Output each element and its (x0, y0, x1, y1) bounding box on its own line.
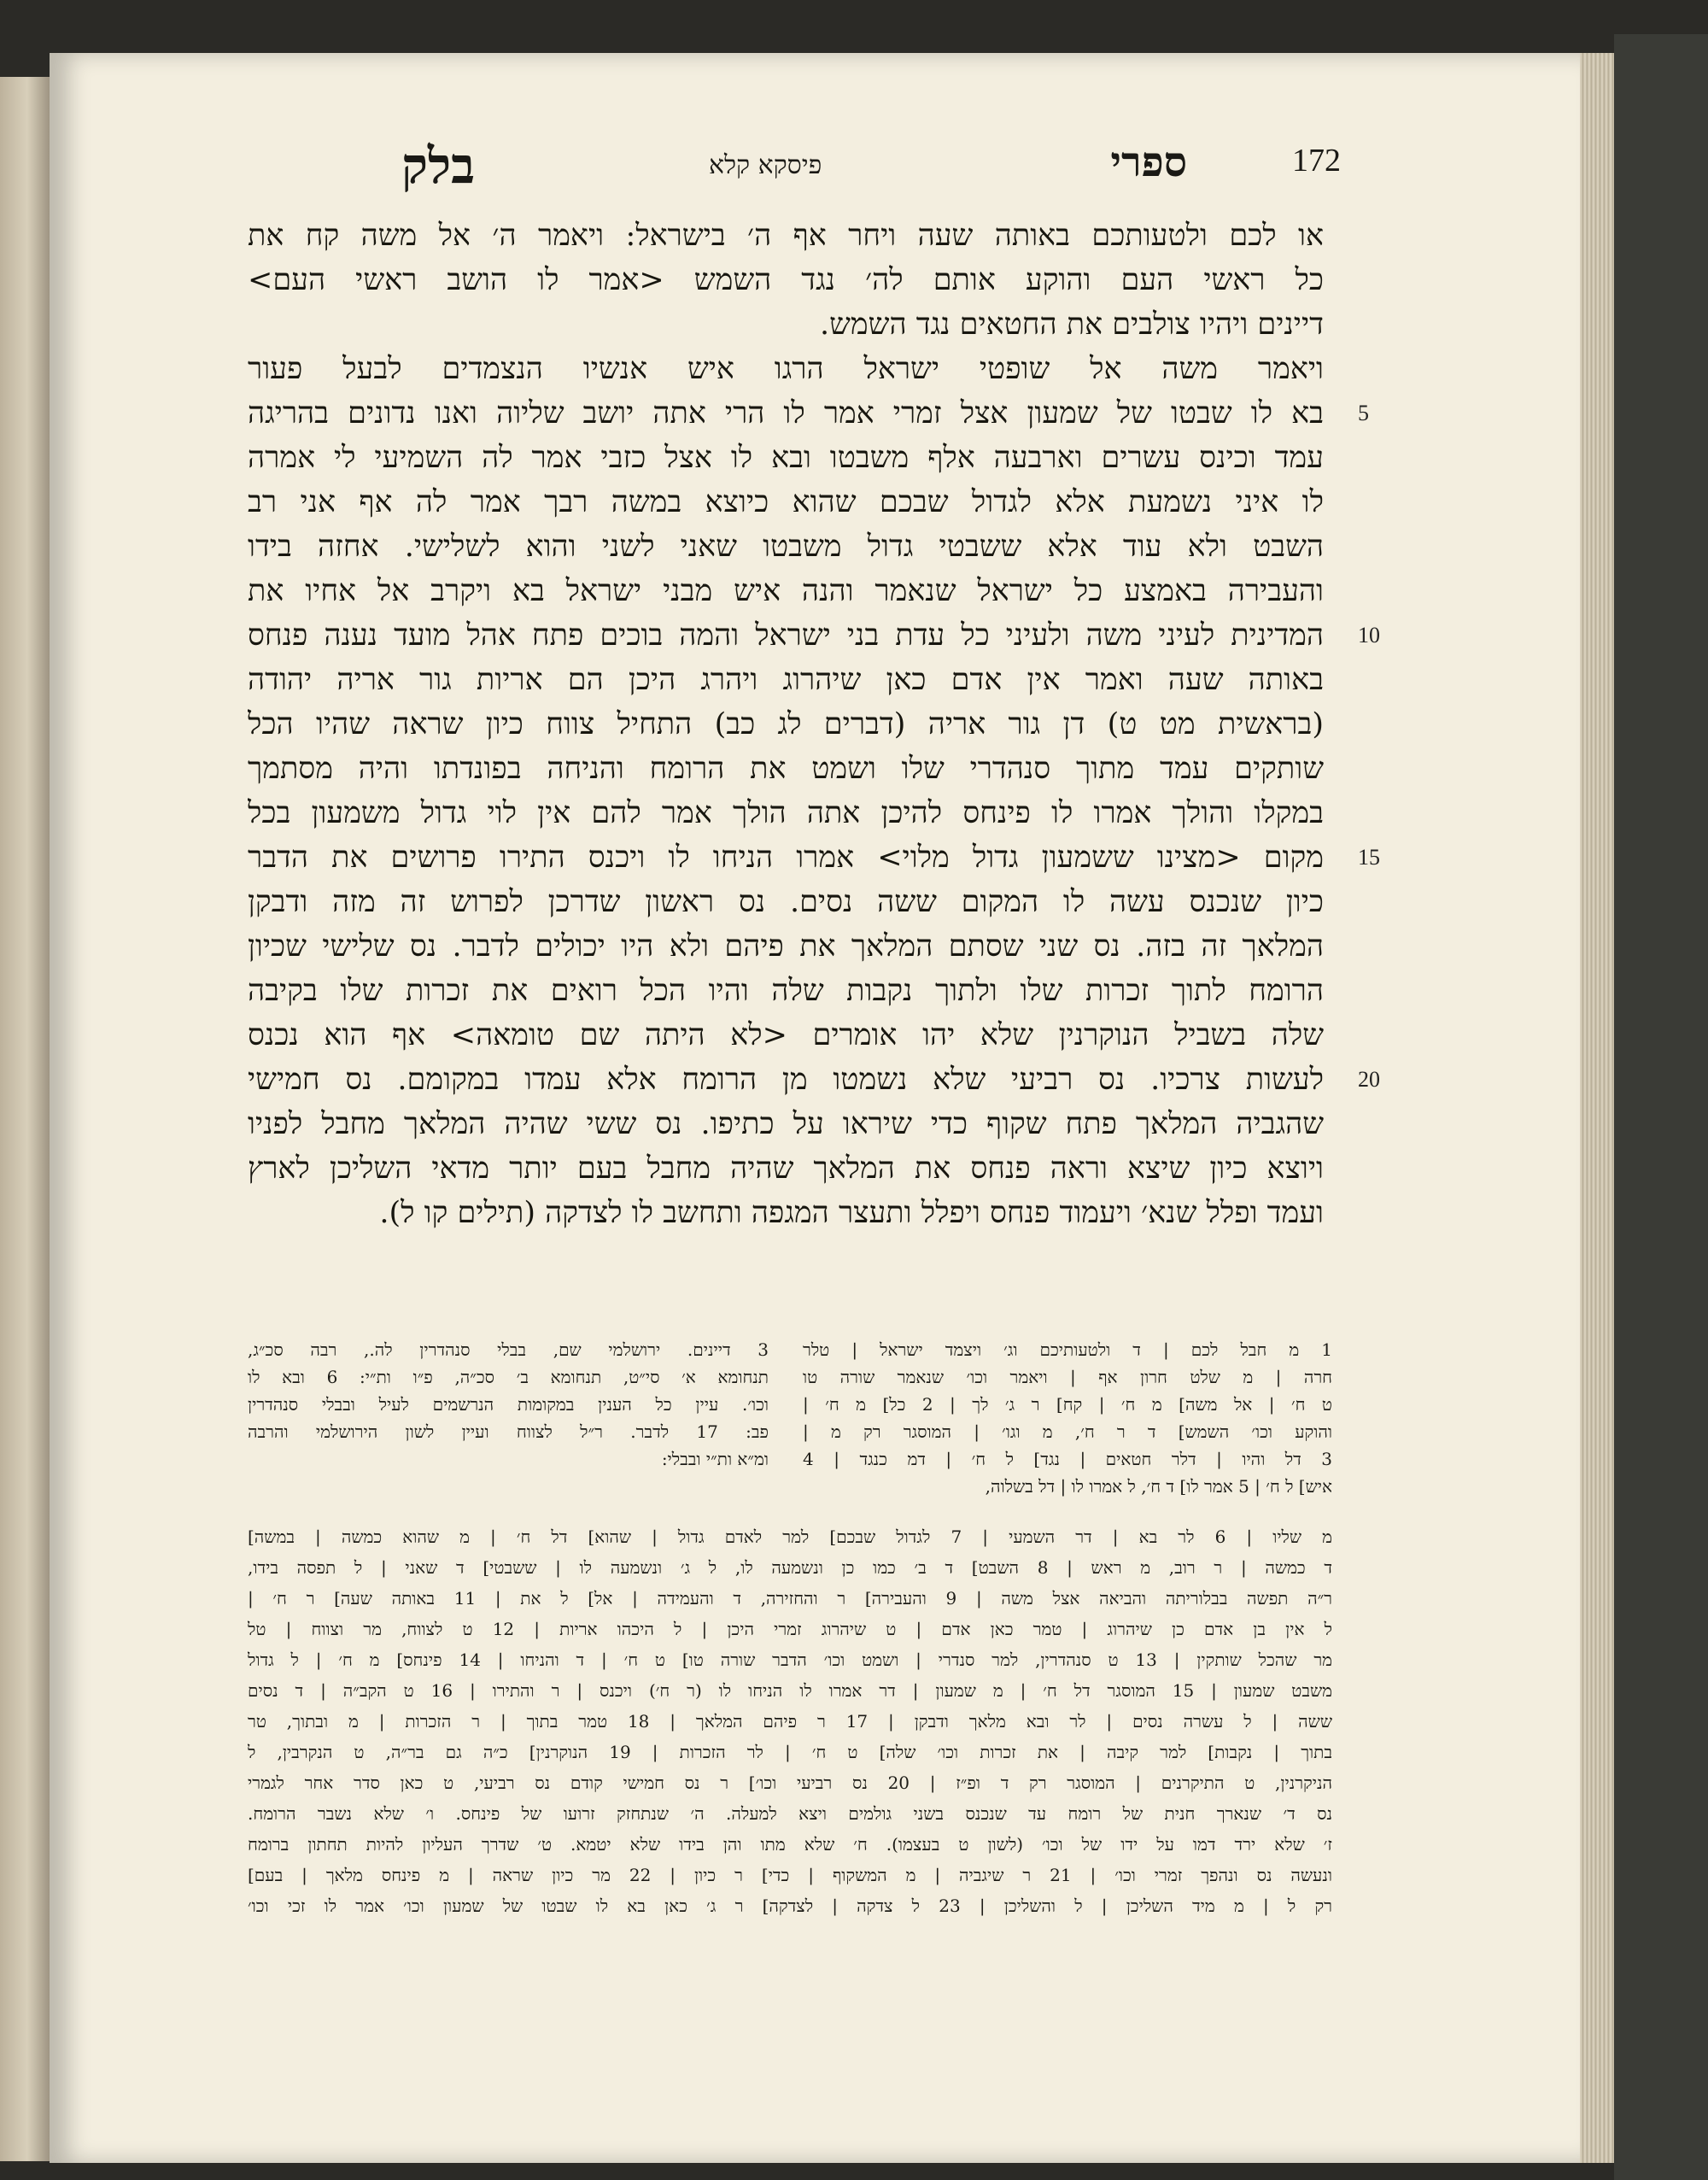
main-text (248, 214, 1324, 1256)
section-title: פיסקא קלא (709, 150, 822, 180)
footnote-line: ונעשה נס ונהפך זמרי וכו׳ | 21 ר שיגביה | מ המשקוף | כדי] ר כיון | 22 מר כיון שראה | מ פינחס מלאך | בעם] (248, 1865, 1332, 1885)
footnote-line: וכו׳. עיין כל הענין במקומות הנרשמים לעיל ובבלי סנהדרין (248, 1394, 769, 1415)
text-line: שהגביה המלאך פתח שקוף כדי שיראו על כתיפו. נס ששי שהיה המלאך מחבל לפניו (248, 1107, 1324, 1141)
footnote-line: בתוך | נקבות] למר קיבה | את זכרות וכו׳ שלה] ט ח׳ | לר הזכרות | 19 הנוקרנין] כ״ה גם בר״ה, ט הנקרבין, ל (248, 1742, 1332, 1762)
footnotes-bottom (248, 1522, 1332, 1924)
text-line: המדינית לעיני משה ולעיני כל עדת בני ישראל והמה בוכים פתח אהל מועד נענה פנחס (248, 618, 1324, 653)
footnote-line: משבט שמעון | 15 המוסגר דל ח׳ | מ שמעון | דר אמרו לו הניחו לו (ר ח׳) ויכנס | ר והתירו | 16 ט הקב״ה | ד נסים (248, 1680, 1332, 1701)
text-line: ויוצא כיון שיצא וראה פנחס את המלאך שהיה מחבל בעם יותר מדאי השליכן לארץ (248, 1152, 1324, 1186)
text-line: ועמד ופלל שנא׳ ויעמוד פנחס ויפלל ותעצר המגפה ותחשב לו לצדקה (תילים קו ל). (379, 1196, 1324, 1230)
page-block-edges (1580, 53, 1614, 2163)
footnotes-top (248, 1337, 1332, 1508)
text-line: או לכם ולטעותכם באותה שעה ויחר אף ה׳ בישראל: ויאמר ה׳ אל משה קח את (248, 219, 1324, 253)
text-line: המלאך זה בזה. נס שני שסתם המלאך את פיהם ולא היו יכולים לדבר. נס שלישי שכיון (248, 929, 1324, 964)
line-number: 10 (1358, 623, 1380, 648)
footnotes-right-column (803, 1337, 1332, 1508)
footnote-line: מ שליו | 6 לר בא | דר השמעי | 7 לגדול שבכם] למר לאדם גדול | שהוא] דל ח׳ | מ שהוא כמשה | במשה] (248, 1527, 1332, 1547)
text-line: שלה בשביל הנוקרנין שלא יהו אומרים <לא היתה שם טומאה> אף הוא נכנס (248, 1018, 1324, 1052)
footnote-line: איש] ל ח׳ | 5 אמר לו] ד ח׳, ל אמרו לו | דל בשלוה, (985, 1476, 1332, 1497)
footnote-line: רק ל | מ מיד השליכן | ל והשליכן | 23 ל צדקה | לצדקה] ר ג׳ כאן בא לו שבטו של שמעון וכו׳ אמר לו זכי וכו׳ (248, 1896, 1332, 1916)
footnote-line: ל אין בן אדם כן שיהרוג | טמר כאן אדם | ט שיהרוג זמרי היכן | ל היכהו אריות | 12 ט לצווח, מר וצווח | טל (248, 1619, 1332, 1639)
text-line: השבט ולא עוד אלא ששבטי גדול משבטו שאני לשני והוא לשלישי. אחזה בידו (248, 530, 1324, 564)
text-line: (בראשית מט ט) דן גור אריה (דברים לג כב) התחיל צווח כיון שראה שהיו הכל (248, 707, 1324, 741)
footnote-line: נס ד׳ שנארך חנית של רומח עד שנכנס בשני גולמים ויצא למעלה. ה׳ שנתחזק זרועו של פינחס. ו׳ שלא נשבר הרומח. (248, 1803, 1332, 1824)
part-title: בלק (401, 137, 476, 195)
footnotes-left-column (248, 1337, 769, 1508)
footnote-line: תנחומא א׳ סי״ט, תנחומא ב׳ סכ״ה, פ״ו ות״י: 6 ובא לו (248, 1367, 769, 1387)
line-number: 15 (1358, 845, 1380, 870)
text-line: דיינים ויהיו צולבים את החטאים נגד השמש. (820, 308, 1324, 342)
text-line: כל ראשי העם והוקע אותם לה׳ נגד השמש <אמר לו הושב ראשי העם> (248, 263, 1324, 297)
footnote-line: הניקרנין, ט התיקרנים | המוסגר רק ד ופ״ז | 20 נס רביעי וכו׳] ר נס חמישי קודם נס רביעי, ט כאן סדר אחר לגמרי (248, 1773, 1332, 1793)
book-title: ספרי (1110, 138, 1187, 186)
footnote-line: מר שהכל שותקין | 13 ט סנהדרין, למר סנדרי | ושמט וכו׳ הדבר שורה טו] ט ח׳ | ד והניחו | 14 פינחס] מ ח׳ | ל גדול (248, 1650, 1332, 1670)
text-line: כיון שנכנס עשה לו המקום ששה נסים. נס ראשון שדרכן לפרוש זה מזה ודבקן (248, 885, 1324, 919)
line-number: 20 (1358, 1067, 1380, 1092)
text-line: שותקים עמד מתוך סנהדרי שלו ושמט את הרומח והניחה בפונדתו והיה מסתמך (248, 752, 1324, 786)
page-number: 172 (1292, 143, 1341, 179)
text-line: הרומח לתוך זכרות שלו ולתוך נקבות שלה והיו הכל רואים את זכרות שלו בקיבה (248, 974, 1324, 1008)
footnote-line: 1 מ חבל לכם | ד ולטעותיכם וג׳ ויצמד ישראל | טלר (803, 1339, 1332, 1360)
running-header (401, 137, 1341, 205)
text-line: מקום <מצינו ששמעון גדול מלוי> אמרו הניחו לו ויכנס התירו פרושים את הדבר (248, 841, 1324, 875)
footnote-line: פב: 17 לדבר. ר״ל לצווח ועיין לשון הירושלמי והרבה (248, 1421, 769, 1442)
text-line: לו איני נשמעת אלא לגדול שבכם שהוא כיוצא במשה רבך אמר לה אף אני רב (248, 485, 1324, 519)
footnote-line: ד כמשה | ר רוב, מ ראש | 8 השבט] ד ב׳ כמו כן ונשמעה לו, ל ג׳ ונשמעה לו | ששבטי] ד שאני | ל תפסה בידו, (248, 1557, 1332, 1578)
footnote-line: ז׳ שלא ירד דמו על ידו של וכו׳ (לשון ט בעצמו). ח׳ שלא מתו והן בידו שלא יטמא. ט׳ שדרך העליון להיות תחתון ברומח (248, 1834, 1332, 1855)
footnote-line: חרה | מ שלט חרון אף | ויאמר וכו׳ שנאמר שורה טו (803, 1367, 1332, 1387)
line-number: 5 (1358, 401, 1369, 425)
footnote-line: 3 דל והיו | דלר חטאים | נגד] ל ח׳ | דמ כנגד | 4 (803, 1449, 1332, 1469)
text-line: במקלו והולך אמרו לו פינחס להיכן אתה הולך אמר להם אין לוי גדול משמעון בכל (248, 796, 1324, 830)
text-line: בא לו שבטו של שמעון אצל זמרי אמר לו הרי אתה יושב שליוה ואנו נדונים בהריגה (248, 396, 1324, 431)
text-line: עמד וכינס עשרים וארבעה אלף משבטו ובא לו אצל כזבי אמר לה השמיעי לי אמרה (248, 441, 1324, 475)
book-cover (1614, 34, 1708, 2180)
text-line: והעבירה באמצע כל ישראל שנאמר והנה איש מבני ישראל בא ויקרב אל אחיו את (248, 574, 1324, 608)
footnote-line: ששה | ל עשרה נסים | לר ובא מלאך ודבקן | 17 ר פיהם המלאך | 18 טמר בתוך | ר הזכרות | מ ובתוך, טר (248, 1711, 1332, 1732)
previous-page-edge (0, 77, 50, 2161)
text-line: לעשות צרכיו. נס רביעי שלא נשמטו מן הרומח אלא עמדו במקומם. נס חמישי (248, 1063, 1324, 1097)
footnote-line: והוקע וכו׳ השמש] ד ר ח׳, מ וגו׳ | המוסגר רק מ | (803, 1421, 1332, 1442)
footnote-line: 3 דיינים. ירושלמי שם, בבלי סנהדרין לה., רבה סכ״ג, (248, 1339, 769, 1360)
footnote-line: ר״ה תפשה בבלוריתה והביאה אצל משה | 9 והעבירה] ר והחזירה, ד והעמידה | אל] ל את | 11 באותה שעה] ר ח׳ | (248, 1588, 1332, 1609)
text-line: באותה שעה ואמר אין אדם כאן שיהרוג ויהרג היכן הם אריות גור אריה יהודה (248, 663, 1324, 697)
footnote-line: ומ״א ות״י ובבלי: (661, 1449, 769, 1469)
text-line: ויאמר משה אל שופטי ישראל הרגו איש אנשיו הנצמדים לבעל פעור (248, 352, 1324, 386)
footnote-line: ט ח׳ | אל משה] מ ח׳ | קח] ר ג׳ לך | 2 כל] מ ח׳ | (803, 1394, 1332, 1415)
